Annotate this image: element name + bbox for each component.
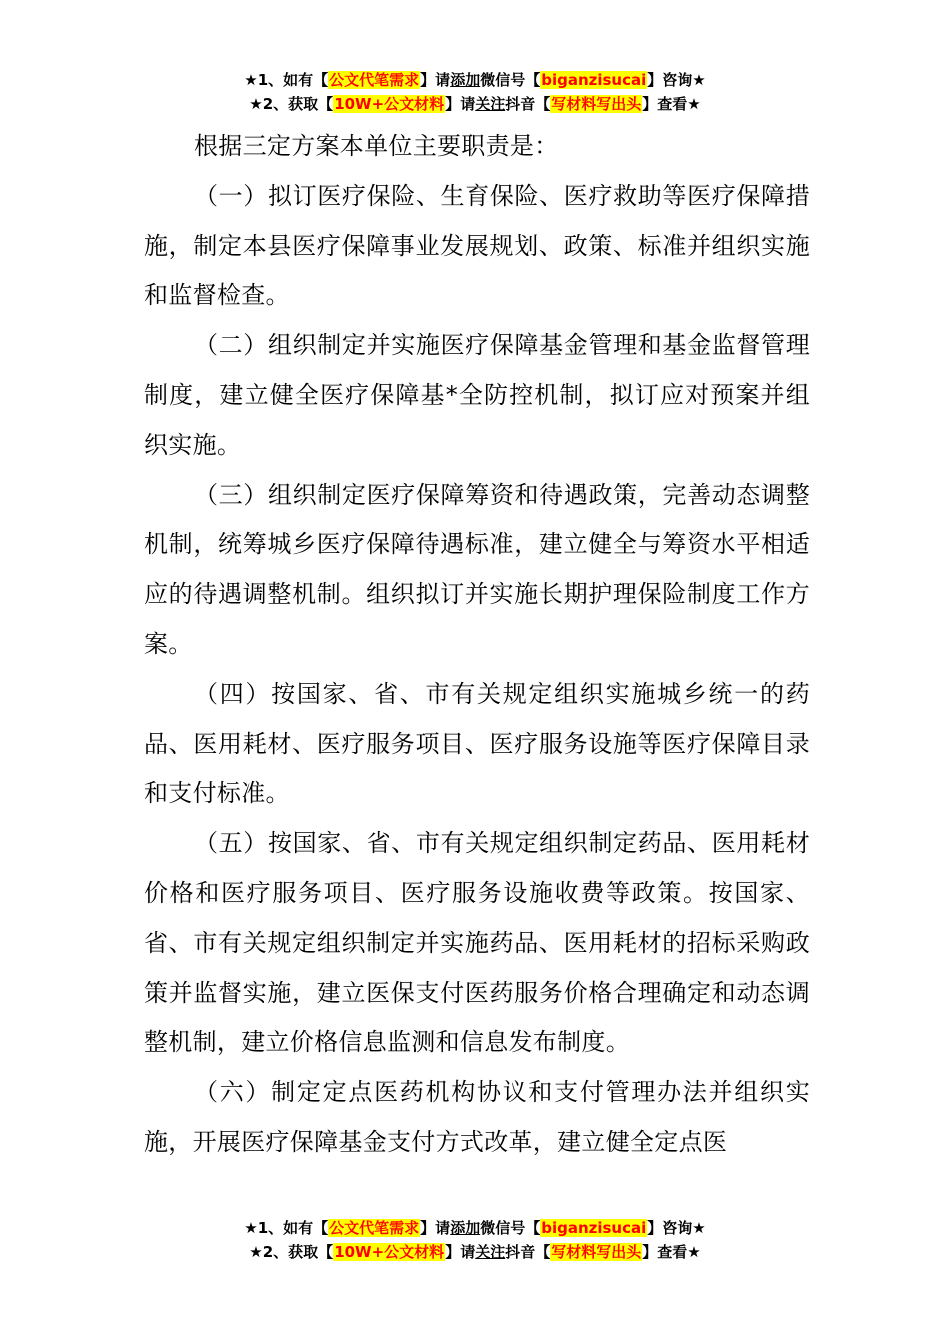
banner-text: ★2、获取【 [249, 1243, 334, 1261]
banner-text: 】请 [420, 71, 451, 89]
banner-text: 抖音【 [505, 95, 551, 113]
banner-highlight: biganzisucai [541, 71, 647, 89]
banner-line-1 [0, 68, 950, 92]
banner-highlight: biganzisucai [541, 1219, 647, 1237]
banner-text: 】查看★ [642, 1243, 701, 1261]
banner-highlight: 公文代笔需求 [329, 1219, 420, 1237]
banner-line-1 [0, 1216, 950, 1240]
banner-text: 抖音【 [505, 1243, 551, 1261]
intro-paragraph: 根据三定方案本单位主要职责是： [194, 132, 559, 160]
banner-text: 】咨询★ [647, 1219, 706, 1237]
banner-underlined: 添加 [450, 1219, 481, 1237]
banner-text: 微信号【 [480, 71, 541, 89]
duty-paragraph-5: （五）按国家、省、市有关规定组织制定药品、医用耗材价格和医疗服务项目、医疗服务设施收费等政策。按国家、省、市有关规定组织制定并实施药品、医用耗材的招标采购政策并监督实施，建立医保支付医药服务价格合理确定和动态调整机制，建立价格信息监测和信息发布制度。 [144, 829, 810, 1057]
duty-paragraph-4: （四）按国家、省、市有关规定组织实施城乡统一的药品、医用耗材、医疗服务项目、医疗服务设施等医疗保障目录和支付标准。 [144, 679, 810, 808]
banner-text: 微信号【 [480, 1219, 541, 1237]
banner-text: ★1、如有【 [244, 1219, 329, 1237]
banner-highlight: 10W+公文材料 [334, 95, 445, 113]
header-banner [0, 68, 950, 116]
banner-text: ★2、获取【 [249, 95, 334, 113]
banner-highlight: 公文代笔需求 [329, 71, 420, 89]
banner-underlined: 关注 [475, 1243, 506, 1261]
banner-text: 】请 [445, 1243, 476, 1261]
footer-banner [0, 1216, 950, 1264]
duty-paragraph-2: （二）组织制定并实施医疗保障基金管理和基金监督管理制度，建立健全医疗保障基*全防控机制，拟订应对预案并组织实施。 [144, 331, 810, 459]
banner-highlight: 写材料写出头 [551, 1243, 642, 1261]
banner-text: 】请 [420, 1219, 451, 1237]
duty-paragraph-3: （三）组织制定医疗保障筹资和待遇政策，完善动态调整机制，统筹城乡医疗保障待遇标准，建立健全与筹资水平相适应的待遇调整机制。组织拟订并实施长期护理保险制度工作方案。 [144, 480, 810, 658]
banner-text: 】查看★ [642, 95, 701, 113]
duty-paragraph-1: （一）拟订医疗保险、生育保险、医疗救助等医疗保障措施，制定本县医疗保障事业发展规划、政策、标准并组织实施和监督检查。 [144, 181, 810, 310]
banner-text: 】请 [445, 95, 476, 113]
document-body [144, 122, 810, 1168]
banner-highlight: 10W+公文材料 [334, 1243, 445, 1261]
duty-paragraph-6: （六）制定定点医药机构协议和支付管理办法并组织实施，开展医疗保障基金支付方式改革，建立健全定点医 [144, 1078, 810, 1156]
banner-highlight: 写材料写出头 [551, 95, 642, 113]
banner-text: 】咨询★ [647, 71, 706, 89]
banner-underlined: 关注 [475, 95, 506, 113]
banner-underlined: 添加 [450, 71, 481, 89]
banner-line-2 [0, 92, 950, 116]
banner-line-2 [0, 1240, 950, 1264]
banner-text: ★1、如有【 [244, 71, 329, 89]
